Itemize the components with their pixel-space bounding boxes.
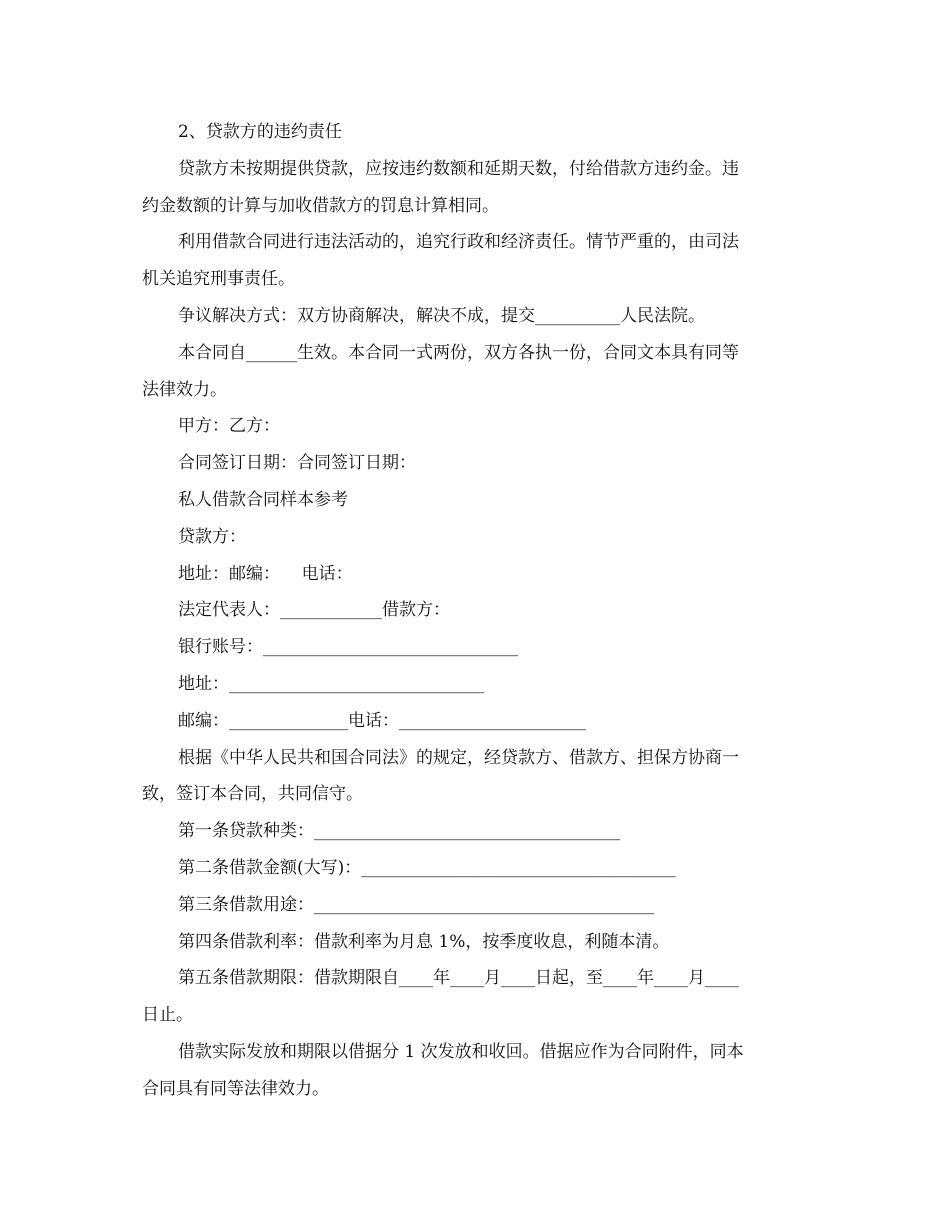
signing-date-line: 合同签订日期：合同签订日期： <box>178 453 416 474</box>
effective-date-line: 本合同自______生效。本合同一式两份，双方各执一份，合同文本具有同等 <box>178 342 739 363</box>
paragraph-line: 致，签订本合同，共同信守。 <box>142 784 363 805</box>
lender-label: 贷款方： <box>178 526 246 547</box>
paragraph-line: 合同具有同等法律效力。 <box>142 1078 329 1099</box>
article-1-line: 第一条贷款种类：____________________________________ <box>178 821 620 842</box>
parties-line: 甲方：乙方： <box>178 416 280 437</box>
postcode-phone-line: 邮编：______________电话：______________________ <box>178 710 586 731</box>
address-contact-line: 地址：邮编： 电话： <box>178 563 353 584</box>
paragraph-line: 利用借款合同进行违法活动的，追究行政和经济责任。情节严重的，由司法 <box>178 232 739 253</box>
paragraph-line: 贷款方未按期提供贷款，应按违约数额和延期天数，付给借款方违约金。违 <box>178 158 739 179</box>
article-2-line: 第二条借款金额(大写)：_____________________________________ <box>178 857 676 878</box>
legal-representative-line: 法定代表人：____________借款方： <box>178 600 450 621</box>
document-page <box>142 114 798 1108</box>
paragraph-line: 法律效力。 <box>142 379 227 400</box>
paragraph-line: 机关追究刑事责任。 <box>142 269 295 290</box>
dispute-resolution-line: 争议解决方式：双方协商解决，解决不成，提交__________人民法院。 <box>178 305 705 326</box>
paragraph-line: 根据《中华人民共和国合同法》的规定，经贷款方、借款方、担保方协商一 <box>178 747 739 768</box>
article-3-line: 第三条借款用途：________________________________________ <box>178 894 654 915</box>
article-5-line: 第五条借款期限：借款期限自____年____月____日起，至____年____月____ <box>178 968 739 989</box>
article-4-line: 第四条借款利率：借款利率为月息 1%，按季度收息，利随本清。 <box>178 931 670 952</box>
paragraph-line: 约金数额的计算与加收借款方的罚息计算相同。 <box>142 195 499 216</box>
bank-account-line: 银行账号：______________________________ <box>178 637 518 658</box>
section-heading: 2、贷款方的违约责任 <box>178 122 342 142</box>
sample-title: 私人借款合同样本参考 <box>178 489 348 510</box>
paragraph-line: 借款实际发放和期限以借据分 1 次发放和收回。借据应作为合同附件，同本 <box>178 1041 744 1062</box>
paragraph-line: 日止。 <box>142 1005 193 1026</box>
address-line: 地址：______________________________ <box>178 673 484 694</box>
